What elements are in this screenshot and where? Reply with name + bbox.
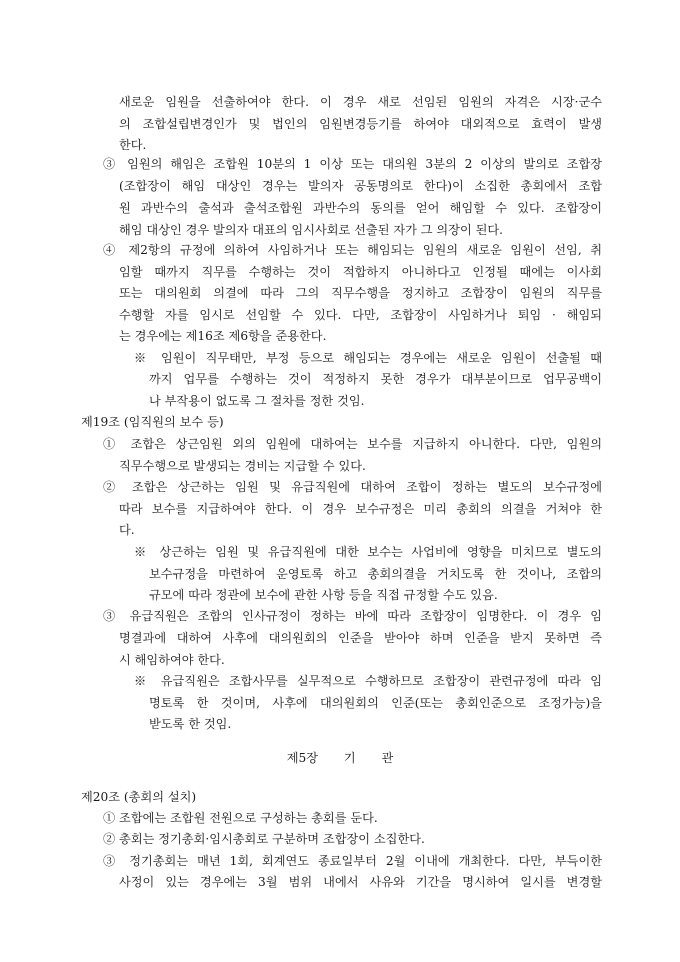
note-line: ※ 상근하는 임원 및 유급직원에 대한 보수는 사업비에 영향을 미치므로 별도의: [134, 545, 602, 559]
text-line: ③ 유급직원은 조합의 인사규정이 정하는 바에 따라 조합장이 임명한다. 이 경우 임: [103, 609, 602, 623]
text-line: 시 해임하여야 한다.: [119, 653, 225, 667]
text-line: 임할 때까지 직무를 수행하는 것이 적합하지 아니하다고 인정될 때에는 이사회: [119, 265, 602, 279]
note-line: 명토록 한 것이며, 사후에 대의원회의 인준(또는 총회인준으로 조정가능)을: [149, 696, 602, 710]
note-line: 규모에 따라 정관에 보수에 관한 사항 등을 직접 규정할 수도 있음.: [149, 588, 498, 602]
article-heading: 제20조 (총회의 설치): [81, 790, 197, 804]
text-line: 직무수행으로 발생되는 경비는 지급할 수 있다.: [119, 459, 366, 473]
article-heading: 제19조 (임직원의 보수 등): [81, 415, 224, 429]
chapter-heading: 제5장 기 관: [286, 751, 394, 765]
text-line: ③ 임원의 해임은 조합원 10분의 1 이상 또는 대의원 3분의 2 이상의 발의로 조합장: [103, 157, 602, 171]
text-line: 명결과에 대하여 사후에 대의원회의 인준을 받아야 하며 인준을 받지 못하면 즉: [119, 631, 602, 645]
note-line: 까지 업무를 수행하는 것이 적정하지 못한 경우가 대부분이므로 업무공백이: [149, 372, 602, 386]
text-line: 다.: [119, 523, 135, 537]
note-line: 보수규정을 마련하여 운영토록 하고 총회의결을 거치도록 한 것이나, 조합의: [149, 567, 602, 581]
text-line: ① 조합에는 조합원 전원으로 구성하는 총회를 둔다.: [103, 811, 378, 825]
text-line: 의 조합설립변경인가 및 법인의 임원변경등기를 하여야 대외적으로 효력이 발생: [119, 117, 602, 131]
text-line: 또는 대의원회 의결에 따라 그의 직무수행을 정지하고 조합장이 임원의 직무를: [119, 286, 602, 300]
note-line: ※ 유급직원은 조합사무를 실무적으로 수행하므로 조합장이 관련규정에 따라 임: [134, 674, 602, 688]
text-line: 사정이 있는 경우에는 3월 범위 내에서 사유와 기간을 명시하여 일시를 변경할: [119, 875, 602, 889]
note-line: 받도록 한 것임.: [149, 717, 232, 731]
text-line: 는 경우에는 제16조 제6항을 준용한다.: [119, 329, 327, 343]
text-line: 원 과반수의 출석과 출석조합원 과반수의 동의를 얻어 해임할 수 있다. 조합장이: [119, 201, 602, 215]
text-line: ③ 정기총회는 매년 1회, 회계연도 종료일부터 2월 이내에 개최한다. 다만, 부득이한: [103, 854, 602, 868]
note-line: 나 부작용이 없도록 그 절차를 정한 것임.: [149, 394, 365, 408]
text-line: 따라 보수를 지급하여야 한다. 이 경우 보수규정은 미리 총회의 의결을 거쳐야 한: [119, 502, 602, 516]
text-line: ② 조합은 상근하는 임원 및 유급직원에 대하여 조합이 정하는 별도의 보수규정에: [103, 480, 602, 494]
text-line: ① 조합은 상근임원 외의 임원에 대하여는 보수를 지급하지 아니한다. 다만, 임원의: [103, 437, 602, 451]
note-line: ※ 임원이 직무태만, 부정 등으로 해임되는 경우에는 새로운 임원이 선출될 때: [134, 351, 602, 365]
text-line: 수행할 자를 임시로 선임할 수 있다. 다만, 조합장이 사임하거나 퇴임 · 해임되: [119, 308, 602, 322]
text-line: (조합장이 해임 대상인 경우는 발의자 공동명의로 한다)이 소집한 총회에서 조합: [119, 179, 602, 193]
text-line: 새로운 임원을 선출하여야 한다. 이 경우 새로 선임된 임원의 자격은 시장·군수: [119, 95, 602, 109]
text-line: 한다.: [119, 138, 147, 152]
text-line: ② 총회는 정기총회·임시총회로 구분하며 조합장이 소집한다.: [103, 832, 425, 846]
text-line: 해임 대상인 경우 발의자 대표의 임시사회로 선출된 자가 그 의장이 된다.: [119, 223, 504, 237]
text-line: ④ 제2항의 규정에 의하여 사임하거나 또는 해임되는 임원의 새로운 임원이 선임, 취: [103, 243, 602, 257]
